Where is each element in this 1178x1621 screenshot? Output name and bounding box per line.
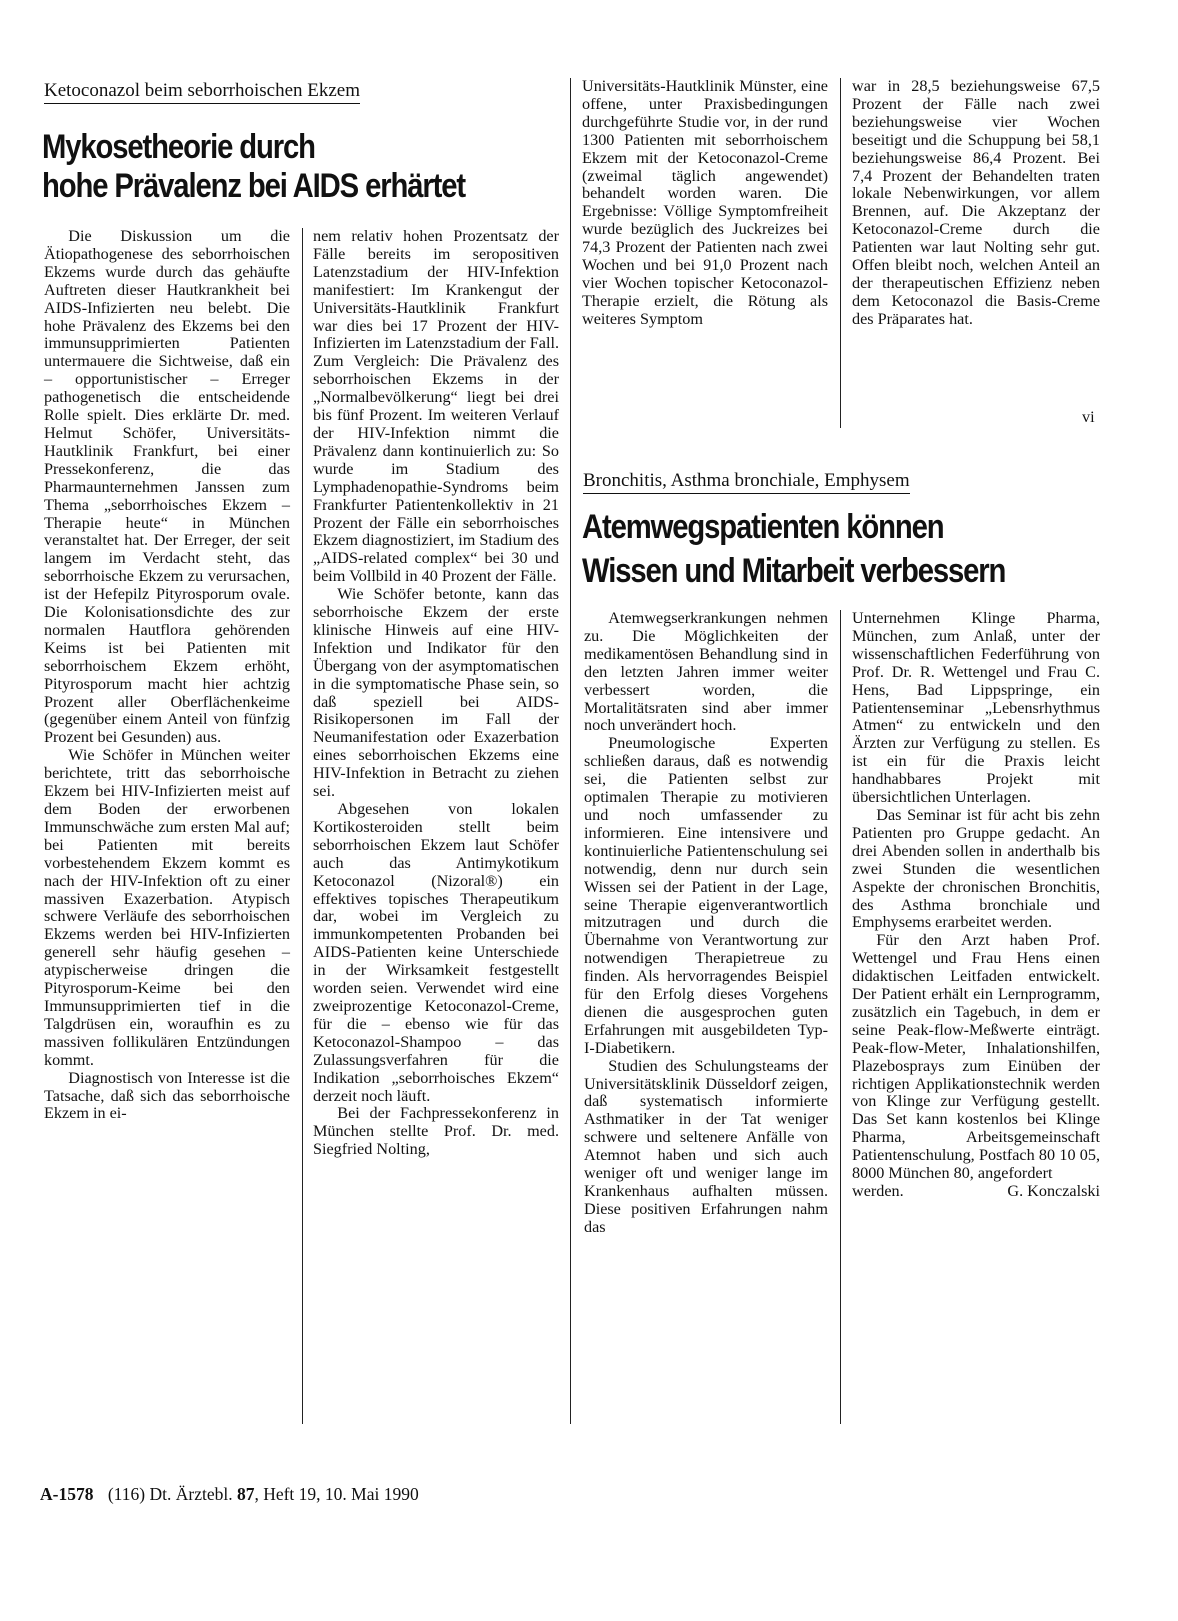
- article2-headline-line2: Wissen und Mitarbeit verbessern: [582, 552, 1006, 590]
- article1-kicker: Ketoconazol beim seborrhoischen Ekzem: [44, 80, 360, 104]
- page-footer: [40, 1484, 419, 1505]
- article1-col4-paragraph: war in 28,5 beziehungsweise 67,5 Prozent der Fälle nach zwei beziehungsweise vier Wochen beseitigt und die Schuppung bei 58,1 beziehungsweise 86,4 Prozent. Bei 7,4 Prozent der Behandelten traten lokale Nebenwirkungen, vor allem Brennen, auf. Die Akzeptanz der Ketoconazol-Creme durch die Patienten war laut Nolting sehr gut. Offen bleibt noch, welchen Anteil an der therapeutischen Effizienz neben dem Ketoconazol die Basis-Creme des Präparates hat.: [852, 77, 1100, 328]
- article2-col2-paragraph: Für den Arzt haben Prof. Wettengel und Frau Hens einen didaktischen Leitfaden entwickelt. Der Patient erhält ein Lernprogramm, zusätzlich ein Tagebuch, in dem er seine Peak-flow-Meßwerte einträgt. Peak-flow-Meter, Inhalationshilfen, Plazebosprays zum Einüben der richtigen Applikationstechnik werden von Klinge zur Verfügung gestellt. Das Set kann kostenlos bei Klinge Pharma, Arbeitsgemeinschaft Patientenschulung, Postfach 80 10 05, 8000 München 80, angefordert: [852, 931, 1100, 1183]
- article2-signature-line: [852, 1183, 1100, 1201]
- article1-col1-paragraph: Die Diskussion um die Ätiopathogenese des seborrhoischen Ekzems wurde durch das gehäufte Auftreten dieser Hautkrankheit bei AIDS-Infizierten neu belebt. Die hohe Prävalenz des Ekzems bei den immunsupprimierten Patienten untermauere die Sichtweise, daß ein – opportunistischer – Erreger pathogenetisch die entscheidende Rolle spielt. Dies erklärte Dr. med. Helmut Schöfer, Universitäts-Hautklinik Frankfurt, bei einer Pressekonferenz, die das Pharmaunternehmen Janssen zum Thema „seborrhoisches Ekzem – Therapie heute“ in München veranstaltet hat. Der Erreger, der seit langem im Verdacht steht, das seborrhoische Ekzem zu verursachen, ist der Hefepilz Pityrosporum ovale. Die Kolonisationsdichte des zur normalen Hautflora gehörenden Keims ist bei Patienten mit seborrhoischem Ekzem erhöht, Pityrosporum macht hier achtzig Prozent aller Oberflächenkeime (gegenüber einem Anteil von fünfzig Prozent bei Gesunden) aus.: [44, 227, 290, 747]
- page-code: A-1578: [40, 1484, 94, 1504]
- article1-column-3: [582, 78, 828, 329]
- article1-col3-paragraph: Universitäts-Hautklinik Münster, eine offene, unter Praxisbedingungen durchgeführte Studie vor, in der rund 1300 Patienten mit seborrhoischem Ekzem mit der Ketoconazol-Creme (zweimal täglich angewendet) behandelt worden waren. Die Ergebnisse: Völlige Symptomfreiheit wurde bezüglich des Juckreizes bei 74,3 Prozent der Patienten nach zwei Wochen und bei 91,0 Prozent nach vier Wochen topischer Ketoconazol-Therapie erzielt, die Rötung als weiteres Symptom: [582, 77, 828, 328]
- column-divider: [840, 78, 841, 428]
- article1-headline-line2: hohe Prävalenz bei AIDS erhärtet: [42, 167, 465, 205]
- article1-signature: vi: [1082, 408, 1095, 426]
- article2-col2-paragraph: Unternehmen Klinge Pharma, München, zum Anlaß, unter der wissenschaftlichen Federführung von Prof. Dr. R. Wettengel und Frau C. Hens, Bad Lippspringe, ein Patientenseminar „Lebensrhythmus Atmen“ zu entwickeln und den Ärzten zur Verfügung zu stellen. Es ist ein für die Praxis leicht handhabbares Projekt mit übersichtlichen Unterlagen.: [852, 609, 1100, 807]
- column-divider: [302, 228, 303, 1424]
- article2-column-1: [584, 610, 828, 1237]
- footer-journal: (116) Dt. Ärztebl.: [107, 1484, 233, 1504]
- article1-column-1: [44, 228, 290, 1123]
- footer-issue: , Heft 19, 10. Mai 1990: [254, 1484, 419, 1504]
- column-divider: [570, 78, 571, 1424]
- article2-signature: G. Konczalski: [1007, 1182, 1100, 1200]
- footer-volume: 87: [236, 1484, 255, 1504]
- article1-headline-line1: Mykosetheorie durch: [42, 128, 315, 166]
- article1-col2-paragraph: Wie Schöfer betonte, kann das seborrhoische Ekzem der erste klinische Hinweis auf eine HIV-Infektion und Indikator für den Übergang von der asymptomatischen in die symptomatische Phase sein, so daß speziell bei AIDS-Risikopersonen im Fall der Neumanifestation oder Exazerbation eines seborrhoischen Ekzems eine HIV-Infektion in Betracht zu ziehen sei.: [313, 585, 559, 801]
- article1-col1-paragraph: Wie Schöfer in München weiter berichtete, tritt das seborrhoische Ekzem bei HIV-Infizierten meist auf dem Boden der erworbenen Immunschwäche zum ersten Mal auf; bei Patienten mit bereits vorbestehendem Ekzem kommt es nach der HIV-Infektion oft zu einer massiven Exazerbation. Atypisch schwere Verläufe des seborrhoischen Ekzems werden bei HIV-Infizierten generell sehr häufig gesehen – atypischerweise dringen die Pityrosporum-Keime bei den Immunsupprimierten tief in die Talgdrüsen ein, woraufhin es zu massiven follikulären Entzündungen kommt.: [44, 746, 290, 1069]
- column-divider: [840, 610, 841, 1424]
- article1-col2-paragraph: Abgesehen von lokalen Kortikosteroiden stellt beim seborrhoischen Ekzem laut Schöfer auch das Antimykotikum Ketoconazol (Nizoral®) ein effektives topisches Therapeutikum dar, wobei im Vergleich zu immunkompetenten Probanden bei AIDS-Patienten keine Unterschiede in der Wirksamkeit festgestellt worden seien. Verwendet wird eine zweiprozentige Ketoconazol-Creme, für die – ebenso wie für das Ketoconazol-Shampoo – das Zulassungsverfahren für die Indikation „seborrhoisches Ekzem“ derzeit noch läuft.: [313, 800, 559, 1105]
- article2-headline-line1: Atemwegspatienten können: [582, 508, 944, 546]
- article1-column-4: [852, 78, 1100, 329]
- article1-col1-paragraph: Diagnostisch von Interesse ist die Tatsache, daß sich das seborrhoische Ekzem in ei-: [44, 1068, 290, 1123]
- article2-kicker: Bronchitis, Asthma bronchiale, Emphysem: [583, 470, 910, 494]
- article2-col1-paragraph: Studien des Schulungsteams der Universitätsklinik Düsseldorf zeigen, daß systematisch informierte Asthmatiker in der Tat weniger schwere und seltenere Anfälle von Atemnot haben und sich auch weniger oft und weniger lange im Krankenhaus aufhalten müssen. Diese positiven Erfahrungen nahm das: [584, 1056, 828, 1236]
- article2-column-2: [852, 610, 1100, 1201]
- article1-col2-paragraph: Bei der Fachpressekonferenz in München stellte Prof. Dr. med. Siegfried Nolting,: [313, 1104, 559, 1159]
- article2-last-line: werden.: [852, 1182, 904, 1200]
- article2-col1-paragraph: Pneumologische Experten schließen daraus, daß es notwendig sei, die Patienten selbst zur optimalen Therapie zu motivieren und noch umfassender zu informieren. Eine intensivere und kontinuierliche Patientenschulung sei notwendig, denn nur durch sein Wissen sei der Patient in der Lage, seine Therapie eigenverantwortlich mitzutragen und durch die Übernahme von Verantwortung zur notwendigen Therapietreue zu finden. Als hervorragendes Beispiel für den Erfolg dieses Vorgehens dienen die ausgesprochen guten Erfahrungen mit ausgebildeten Typ-I-Diabetikern.: [584, 734, 828, 1057]
- article2-col2-paragraph: Das Seminar ist für acht bis zehn Patienten pro Gruppe gedacht. An drei Abenden sollen in anderthalb bis zwei Stunden die wesentlichen Aspekte der chronischen Bronchitis, des Asthma bronchiale und Emphysems erarbeitet werden.: [852, 805, 1100, 932]
- article2-col1-paragraph: Atemwegserkrankungen nehmen zu. Die Möglichkeiten der medikamentösen Behandlung sind in den letzten Jahren immer weiter verbessert worden, die Mortalitätsraten sind aber immer noch unverändert hoch.: [584, 609, 828, 735]
- article1-col2-paragraph: nem relativ hohen Prozentsatz der Fälle bereits im seropositiven Latenzstadium der HIV-Infektion manifestiert: Im Krankengut der Universitäts-Hautklinik Frankfurt war dies bei 17 Prozent der HIV-Infizierten im Latenzstadium der Fall. Zum Vergleich: Die Prävalenz des seborrhoischen Ekzems in der „Normalbevölkerung“ liegt bei drei bis fünf Prozent. Im weiteren Verlauf der HIV-Infektion nimmt die Prävalenz dann kontinuierlich zu: So wurde im Stadium des Lymphadenopathie-Syndroms beim Frankfurter Patientenkollektiv in 21 Prozent der Fälle ein seborrhoisches Ekzem diagnostiziert, im Stadium des „AIDS-related complex“ bei 30 und beim Vollbild in 40 Prozent der Fälle.: [313, 227, 559, 586]
- article1-column-2: [313, 228, 559, 1159]
